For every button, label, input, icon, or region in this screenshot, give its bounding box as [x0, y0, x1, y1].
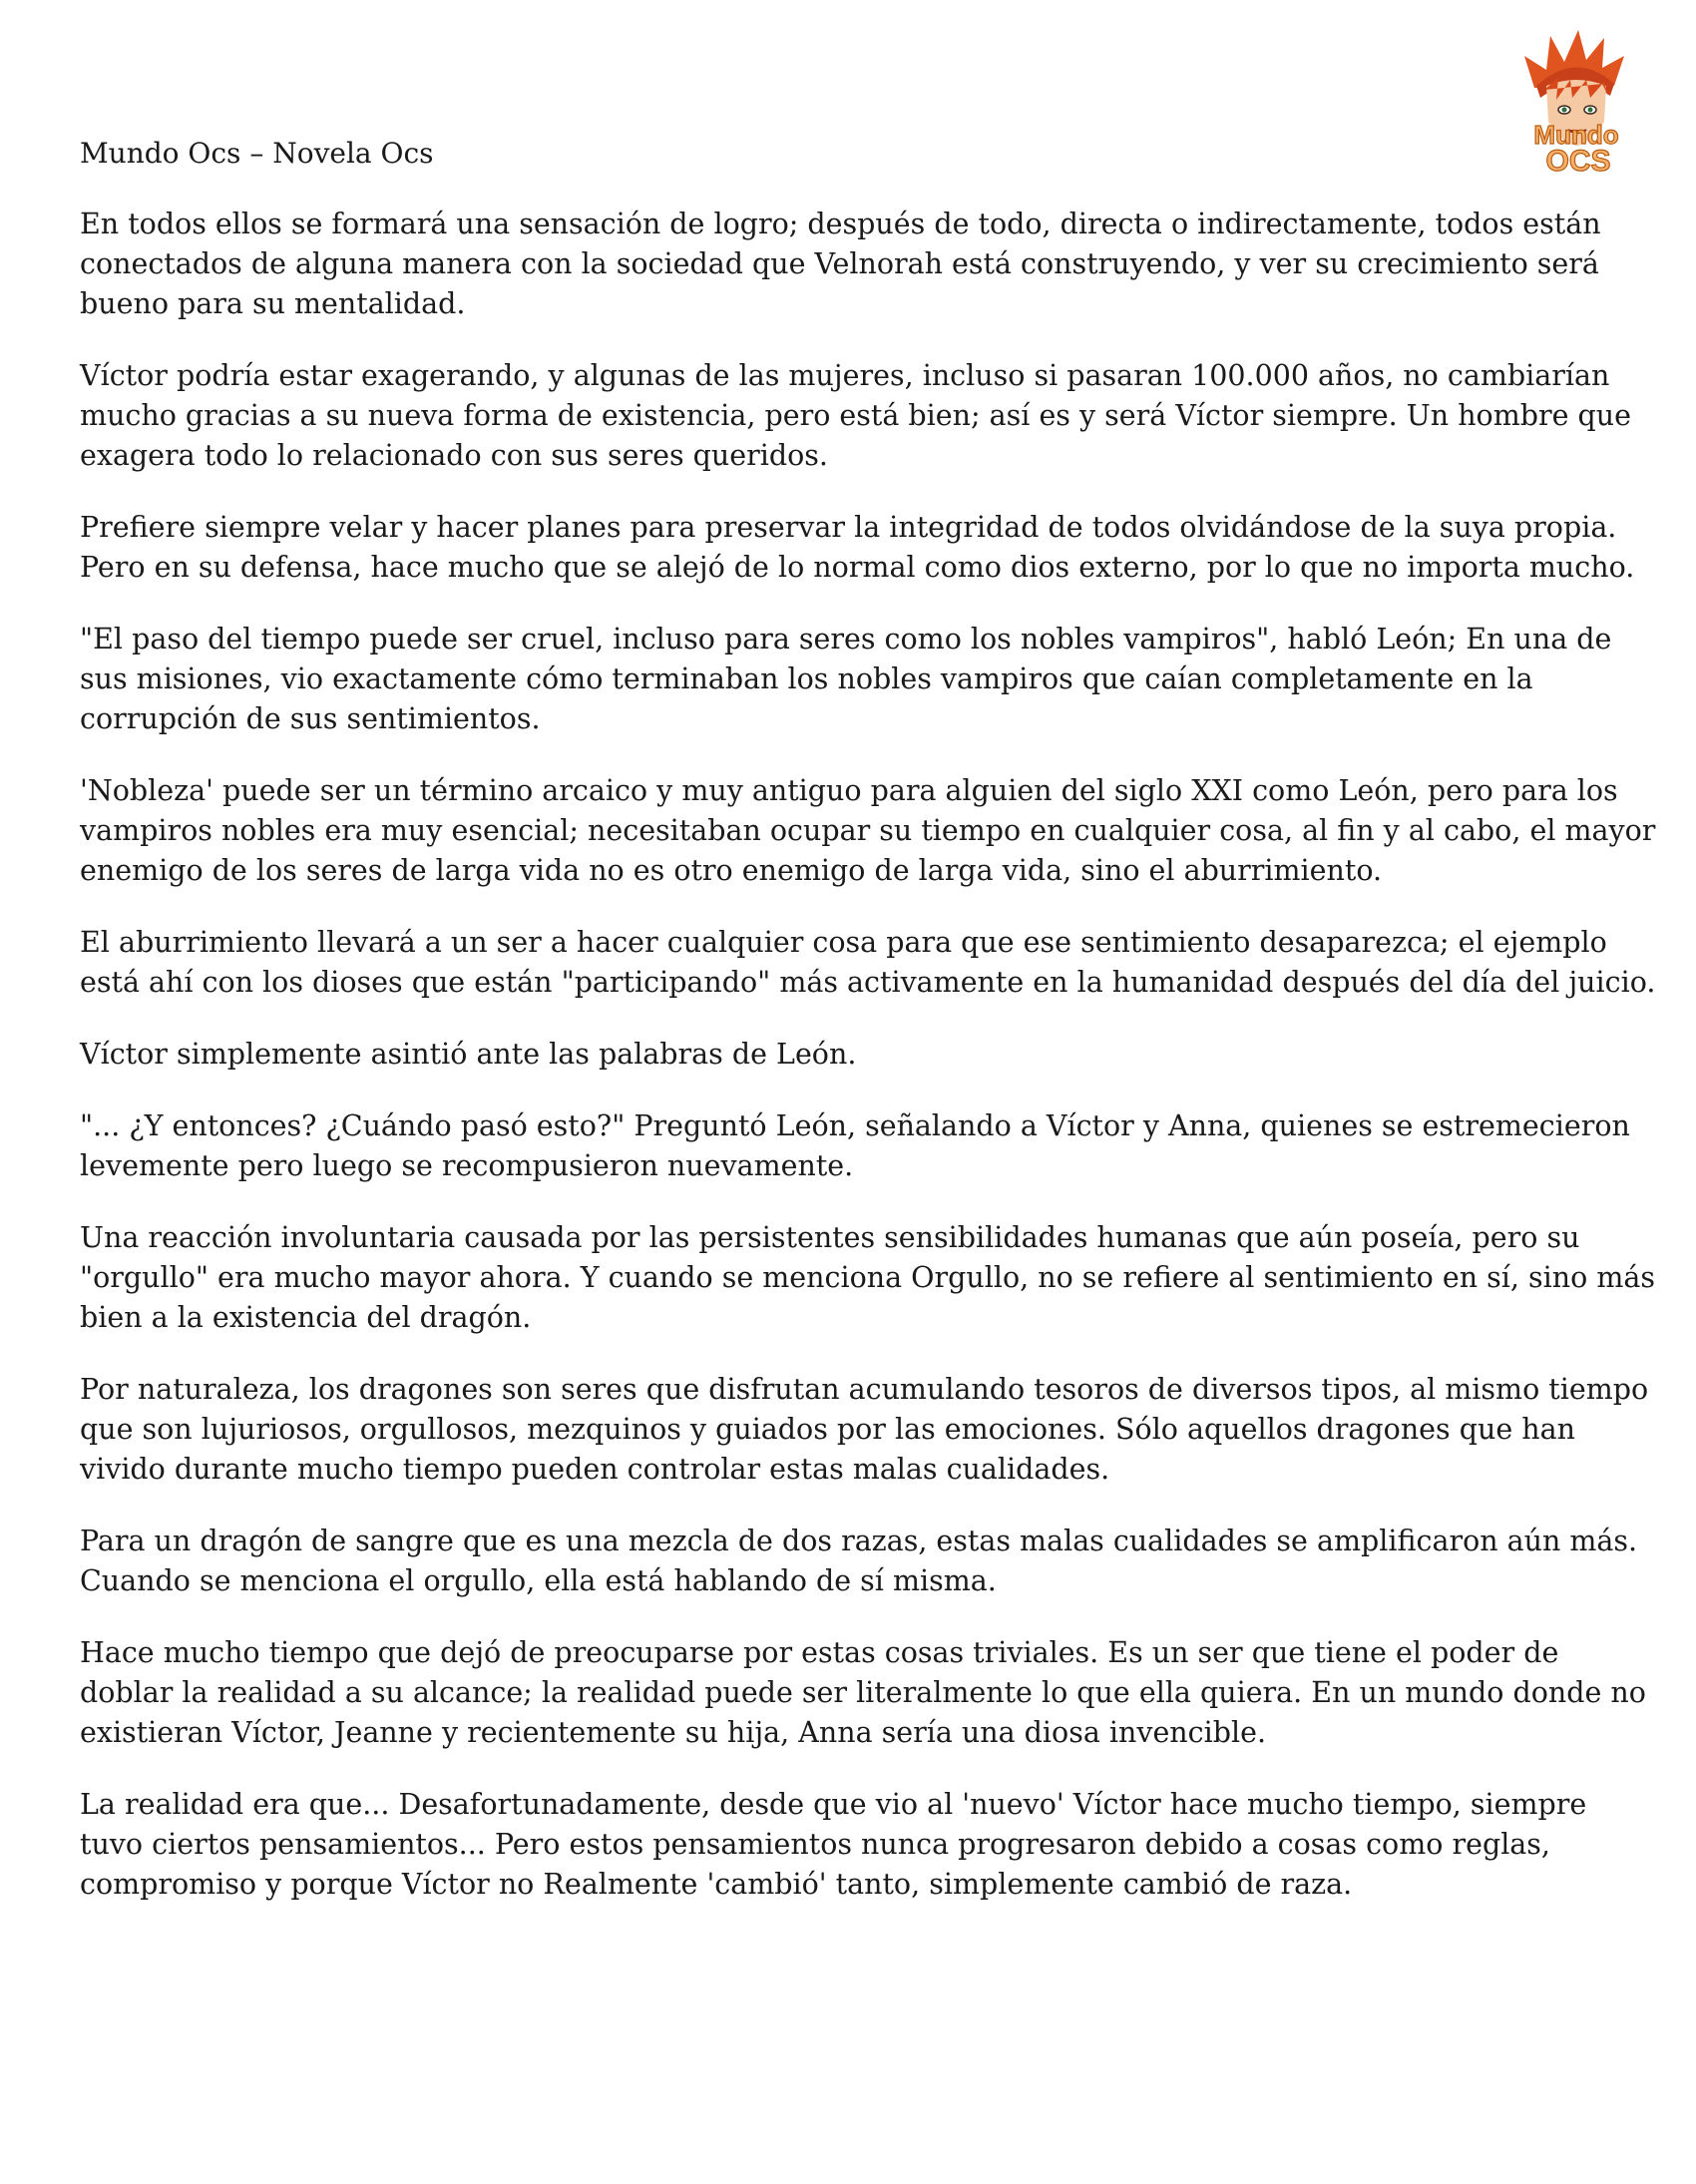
- paragraph: 'Nobleza' puede ser un término arcaico y muy antiguo para alguien del siglo XXI como León, pero para los vampiros nobles era muy esencial; necesitaban ocupar su tiempo en cualquier cosa, al fin y al cabo, el mayor enemigo de los seres de larga vida no es otro enemigo de larga vida, sino el aburrimiento.: [80, 774, 1656, 887]
- logo-graphic: [1506, 26, 1646, 176]
- page-header-title: Mundo Ocs – Novela Ocs: [80, 137, 434, 170]
- paragraph: Hace mucho tiempo que dejó de preocuparse por estas cosas triviales. Es un ser que tiene el poder de doblar la realidad a su alcance; la realidad puede ser literalmente lo que ella quiera. En un mundo donde no existieran Víctor, Jeanne y recientemente su hija, Anna sería una diosa invencible.: [80, 1636, 1646, 1749]
- paragraph: Por naturaleza, los dragones son seres que disfrutan acumulando tesoros de diversos tipos, al mismo tiempo que son lujuriosos, orgullosos, mezquinos y guiados por las emociones. Sólo aquellos dragones que han vivido durante mucho tiempo pueden controlar estas malas cualidades.: [80, 1373, 1649, 1486]
- logo-word-top: Mundo: [1533, 120, 1619, 150]
- paragraph: En todos ellos se formará una sensación de logro; después de todo, directa o indirectamente, todos están conectados de alguna manera con la sociedad que Velnorah está construyendo, y ver su crecimiento será bueno para su mentalidad.: [80, 208, 1601, 320]
- logo-word-bottom: OCS: [1545, 145, 1611, 176]
- paragraph: La realidad era que... Desafortunadamente, desde que vio al 'nuevo' Víctor hace mucho tiempo, siempre tuvo ciertos pensamientos... Pero estos pensamientos nunca progresaron debido a cosas como reglas, compromiso y porque Víctor no Realmente 'cambió' tanto, simplemente cambió de raza.: [80, 1788, 1587, 1901]
- paragraph: Víctor simplemente asintió ante las palabras de León.: [80, 1038, 857, 1071]
- paragraph: El aburrimiento llevará a un ser a hacer cualquier cosa para que ese sentimiento desaparezca; el ejemplo está ahí con los dioses que están "participando" más activamente en la humanidad después del día del juicio.: [80, 926, 1656, 999]
- document-body: [80, 205, 1656, 1937]
- paragraph: "... ¿Y entonces? ¿Cuándo pasó esto?" Preguntó León, señalando a Víctor y Anna, quienes se estremecieron levemente pero luego se recompusieron nuevamente.: [80, 1109, 1630, 1182]
- paragraph: Víctor podría estar exagerando, y algunas de las mujeres, incluso si pasaran 100.000 años, no cambiarían mucho gracias a su nueva forma de existencia, pero está bien; así es y será Víctor siempre. Un hombre que exagera todo lo relacionado con sus seres queridos.: [80, 359, 1631, 472]
- paragraph: Una reacción involuntaria causada por las persistentes sensibilidades humanas que aún poseía, pero su "orgullo" era mucho mayor ahora. Y cuando se menciona Orgullo, no se refiere al sentimiento en sí, sino más bien a la existencia del dragón.: [80, 1221, 1655, 1334]
- paragraph: Prefiere siempre velar y hacer planes para preservar la integridad de todos olvidándose de la suya propia. Pero en su defensa, hace mucho que se alejó de lo normal como dios externo, por lo que no importa mucho.: [80, 511, 1635, 584]
- paragraph: Para un dragón de sangre que es una mezcla de dos razas, estas malas cualidades se amplificaron aún más. Cuando se menciona el orgullo, ella está hablando de sí misma.: [80, 1525, 1638, 1597]
- mundo-ocs-logo: [1506, 26, 1646, 176]
- paragraph: "El paso del tiempo puede ser cruel, incluso para seres como los nobles vampiros", habló León; En una de sus misiones, vio exactamente cómo terminaban los nobles vampiros que caían completamente en la corrupción de sus sentimientos.: [80, 623, 1612, 735]
